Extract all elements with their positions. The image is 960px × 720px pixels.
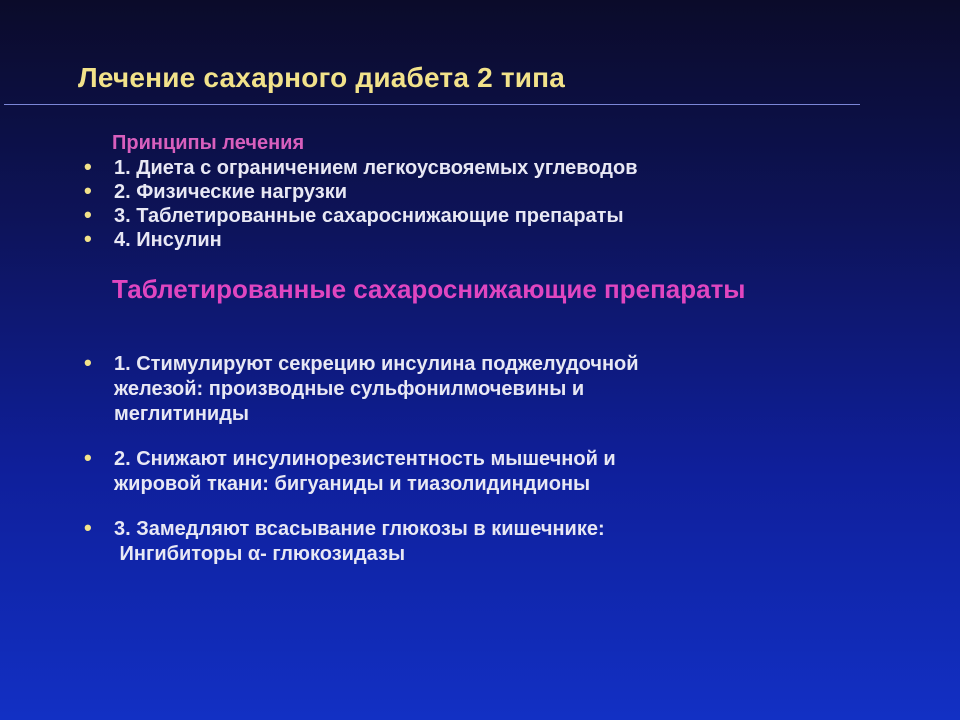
bullet-icon: • [84, 154, 92, 179]
principles-list [82, 156, 638, 252]
list-item-text: 2. Физические нагрузки [114, 181, 348, 203]
list-item-line: 2. Снижают инсулинорезистентность мышечной и [114, 448, 616, 470]
list-item-line: 3. Замедляют всасывание глюкозы в кишечнике: [114, 518, 605, 540]
drugs-list [82, 352, 842, 587]
bullet-icon: • [84, 515, 92, 540]
list-item-text: 1. Диета с ограничением легкоусвояемых углеводов [114, 157, 638, 179]
slide-title: Лечение сахарного диабета 2 типа [78, 62, 566, 93]
list-item-line: Ингибиторы α- глюкозидазы [114, 543, 406, 565]
list-item [82, 180, 638, 204]
list-item [82, 204, 638, 228]
title-divider [4, 104, 860, 105]
list-item [82, 517, 842, 567]
bullet-icon: • [84, 202, 92, 227]
list-item-line: 1. Стимулируют секрецию инсулина поджелудочной [114, 353, 639, 375]
list-item-text: 3. Таблетированные сахароснижающие препараты [114, 205, 624, 227]
principles-heading: Принципы лечения [112, 132, 305, 154]
bullet-icon: • [84, 350, 92, 375]
bullet-icon: • [84, 178, 92, 203]
list-item-line: меглитиниды [114, 403, 249, 425]
list-item [82, 156, 638, 180]
drugs-heading: Таблетированные сахароснижающие препараты [112, 274, 746, 304]
list-item-line: железой: производные сульфонилмочевины и [114, 378, 585, 400]
bullet-icon: • [84, 226, 92, 251]
list-item-line: жировой ткани: бигуаниды и тиазолидиндионы [114, 473, 591, 495]
list-item [82, 352, 842, 427]
bullet-icon: • [84, 445, 92, 470]
list-item [82, 228, 638, 252]
list-item-text: 4. Инсулин [114, 229, 222, 251]
list-item [82, 447, 842, 497]
